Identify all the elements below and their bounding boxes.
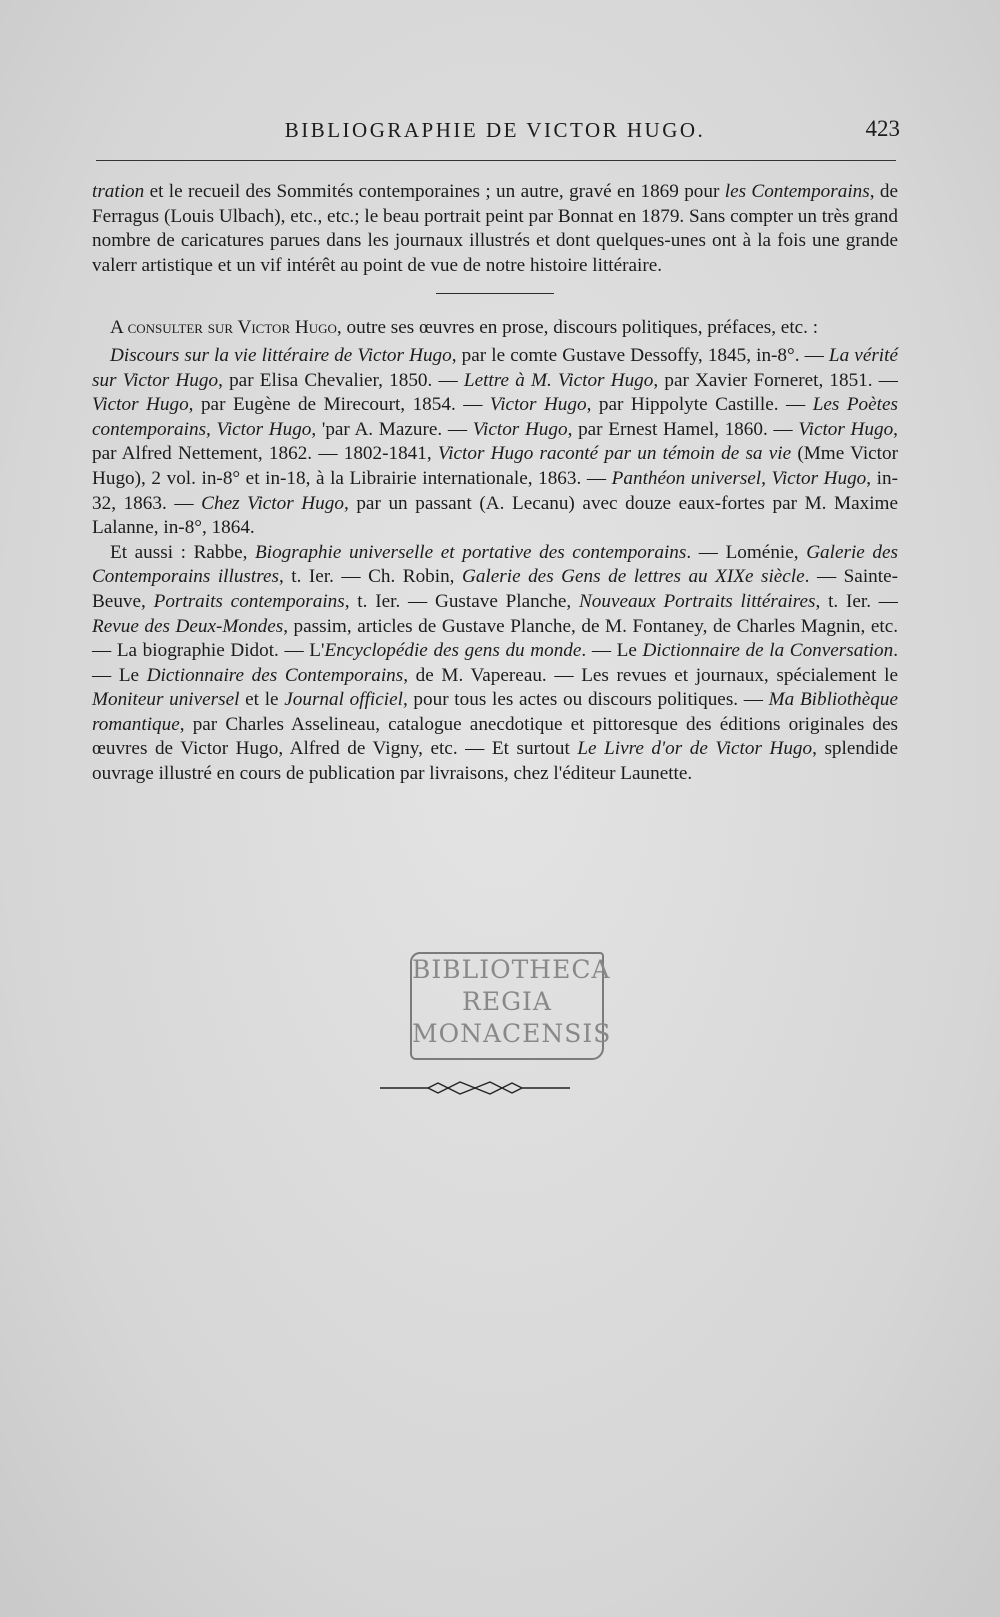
text-span: et le recueil des Sommités contemporaines ; un autre, gravé en 1869 pour xyxy=(144,181,725,202)
text-span: . — Sainte-Beuve, xyxy=(92,566,898,612)
section-heading: A consulter sur Victor Hugo, xyxy=(110,317,342,339)
book-title: Victor Hugo xyxy=(798,418,894,440)
text-span: , par Xavier Forneret, 1851. — xyxy=(653,369,898,391)
library-stamp xyxy=(406,946,612,1064)
book-title: Galerie des Gens de lettres au XIXe siècle xyxy=(461,566,805,588)
book-title: Galerie des Contemporains illustres xyxy=(92,541,898,588)
text-span: , par Elisa Chevalier, 1850. — xyxy=(218,369,464,391)
book-title: Chez Victor Hugo xyxy=(201,492,344,514)
text-span: Et aussi : Rabbe, xyxy=(110,541,256,563)
stamp-line: REGIA xyxy=(462,987,552,1016)
stamp-line: MONACENSIS xyxy=(412,1019,612,1048)
page-header xyxy=(90,116,900,148)
book-title: Ma Bibliothèque romantique xyxy=(92,689,898,735)
text-span: tration xyxy=(92,181,145,202)
text-span: , t. Ier. — Gustave Planche, xyxy=(344,590,579,612)
book-title: Nouveaux Portraits littéraires xyxy=(578,590,816,612)
book-title: Moniteur universel xyxy=(92,689,240,711)
book-title: Discours sur la vie littéraire de Victor Hugo xyxy=(110,344,452,366)
text-span: , t. Ier. — Ch. Robin, xyxy=(278,566,462,588)
book-title: Victor Hugo xyxy=(489,394,587,416)
text-span: et le xyxy=(239,689,285,711)
section-separator xyxy=(436,293,554,294)
text-span: , par Eugène de Mirecourt, 1854. — xyxy=(188,394,490,416)
book-title: Victor Hugo xyxy=(92,394,189,416)
running-title: BIBLIOGRAPHIE DE VICTOR HUGO. xyxy=(284,118,706,142)
paragraph-et-aussi xyxy=(92,541,898,787)
text-span: les Contemporains xyxy=(724,181,870,202)
book-title: Panthéon universel, Victor Hugo xyxy=(611,467,867,489)
text-span: , in-32, 1863. — xyxy=(92,467,898,514)
book-title: Portraits contemporains xyxy=(153,590,345,612)
book-title: Revue des Deux-Mondes xyxy=(92,615,284,637)
text-span: (Mme Victor Hugo), 2 vol. in-8° et in-18, à la Librairie internationale, 1863. — xyxy=(92,443,898,489)
book-title: Victor Hugo raconté par un témoin de sa vie xyxy=(437,443,792,465)
book-title: Le Livre d'or de Victor Hugo xyxy=(577,738,813,760)
book-title: Les Poètes contemporains, Victor Hugo xyxy=(92,394,898,440)
end-ornament-icon xyxy=(380,1080,570,1096)
text-span: , par Charles Asselineau, catalogue anecdotique et pittoresque des éditions originales des œuvres de Victor Hugo, Alfred de Vigny, etc. — Et surtout xyxy=(92,713,898,760)
book-title: Lettre à M. Victor Hugo xyxy=(463,369,654,391)
header-rule xyxy=(96,160,896,161)
text-span: , par Alfred Nettement, 1862. — 1802-1841, xyxy=(92,418,898,465)
book-title: Dictionnaire des Contemporains xyxy=(146,664,404,686)
text-span: . — Le xyxy=(581,640,643,662)
page-body xyxy=(92,180,898,787)
paragraph-portraits xyxy=(92,180,898,278)
text-span: , par un passant (A. Lecanu) avec douze eaux-fortes par M. Maxime Lalanne, in-8°, 1864. xyxy=(92,492,898,539)
text-span: , de M. Vapereau. — Les revues et journaux, spécialement le xyxy=(403,664,898,686)
text-span: , 'par A. Mazure. — xyxy=(311,418,473,440)
page-number: 423 xyxy=(865,116,900,141)
text-span: , splendide ouvrage illustré en cours de publication par livraisons, chez l'éditeur Launette. xyxy=(92,738,898,785)
text-span: , par Ernest Hamel, 1860. — xyxy=(567,418,799,440)
book-title: Encyclopédie des gens du monde xyxy=(324,640,582,662)
paragraph-a-consulter xyxy=(92,316,898,341)
book-title: Journal officiel xyxy=(284,689,403,711)
text-span: , par Hippolyte Castille. — xyxy=(586,394,813,416)
text-span: . — Loménie, xyxy=(686,541,807,563)
text-span: , par le comte Gustave Dessoffy, 1845, in-8°. — xyxy=(451,344,829,366)
paragraph-bibliography xyxy=(92,344,898,541)
stamp-line: BIBLIOTHECA xyxy=(412,955,611,984)
text-span: , passim, articles de Gustave Planche, de M. Fontaney, de Charles Magnin, etc. — La biographie Didot. — L' xyxy=(92,615,899,662)
book-title: Biographie universelle et portative des contemporains xyxy=(255,541,687,563)
book-title: La vérité sur Victor Hugo xyxy=(92,344,898,391)
book-title: Victor Hugo xyxy=(472,418,568,440)
text-span: , de Ferragus (Louis Ulbach), etc., etc.; le beau portrait peint par Bonnat en 1879. Sans compter un très grand nombre de caricatures parues dans les journaux illustrés et dont quelques-unes ont à la fois une grande valerr artistique et un vif intérêt au point de vue de notre histoire littéraire. xyxy=(92,181,898,276)
text-span: , pour tous les actes ou discours politiques. — xyxy=(402,689,769,711)
book-title: Dictionnaire de la Conversation xyxy=(642,640,894,662)
text-span: , t. Ier. — xyxy=(815,590,898,612)
stamp-frame xyxy=(410,952,612,1060)
text-span: outre ses œuvres en prose, discours politiques, préfaces, etc. : xyxy=(341,317,819,339)
text-span: . — Le xyxy=(92,640,898,686)
